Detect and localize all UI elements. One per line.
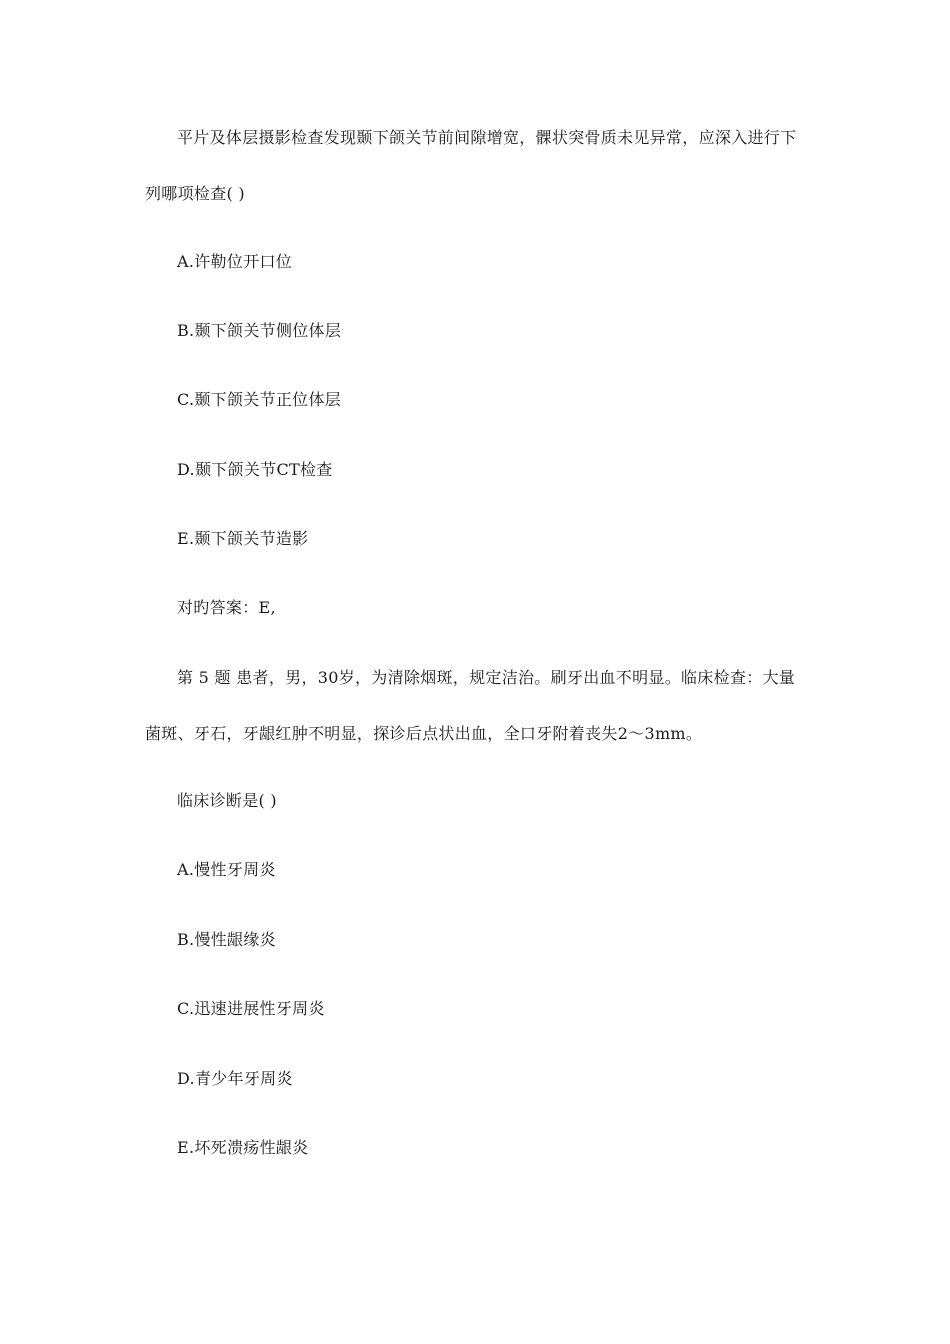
question-5-option-c: C.迅速进展性牙周炎 [177,999,325,1018]
question-4-option-d: D.颞下颌关节CT检查 [177,460,333,479]
question-4-option-c: C.颞下颌关节正位体层 [177,390,342,409]
question-5-stem: 第 5 题 患者，男，30岁，为清除烟斑，规定洁治。刷牙出血不明显。临床检查：大量菌斑、牙石，牙龈红肿不明显，探诊后点状出血，全口牙附着丧失2～3mm。 [145,668,796,743]
question-5-prompt: 临床诊断是( ) [177,791,277,810]
question-4-option-a: A.许勒位开口位 [177,252,293,271]
question-4-answer: 对旳答案：E, [177,598,276,617]
question-5-option-a: A.慢性牙周炎 [177,860,276,879]
question-5-option-b: B.慢性龈缘炎 [177,930,276,949]
question-5-option-d: D.青少年牙周炎 [177,1069,293,1088]
question-4-stem: 平片及体层摄影检查发现颞下颌关节前间隙增宽，髁状突骨质未见异常，应深入进行下列哪项检查( ) [145,128,797,203]
question-5-option-e: E.坏死溃疡性龈炎 [177,1138,309,1157]
question-4-option-e: E.颞下颌关节造影 [177,529,309,548]
question-4-option-b: B.颞下颌关节侧位体层 [177,321,342,340]
